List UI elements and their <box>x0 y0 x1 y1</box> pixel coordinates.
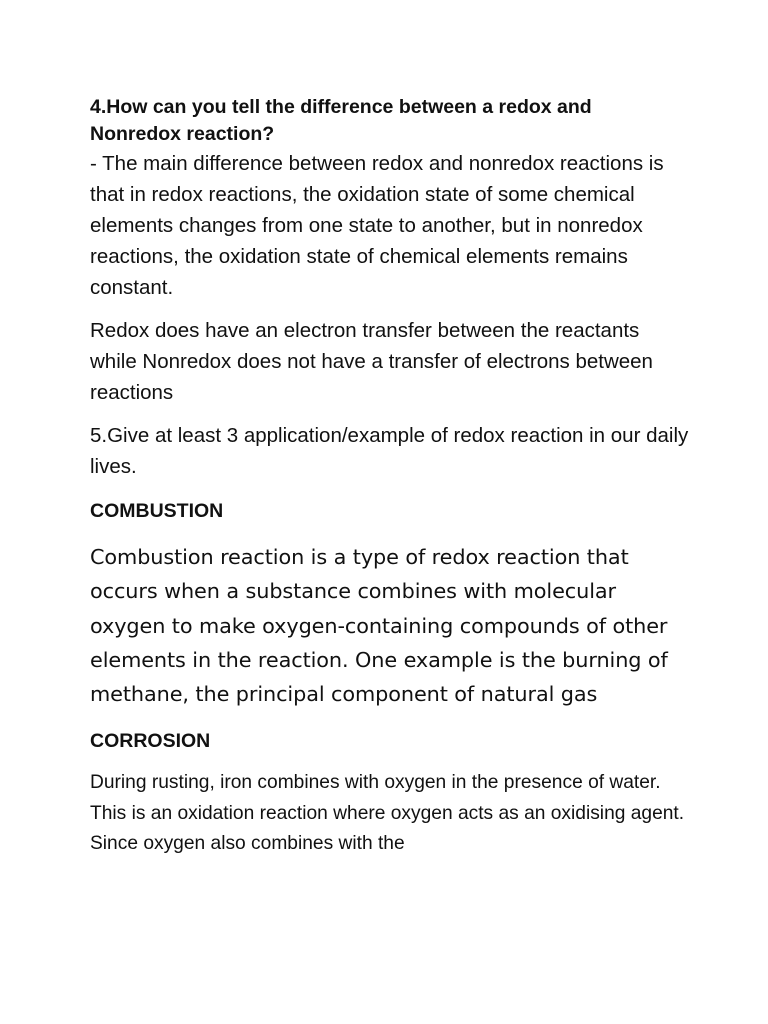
corrosion-paragraph: During rusting, iron combines with oxygen in the presence of water. This is an oxidation reaction where oxygen acts as an oxidising agent. Since oxygen also combines with the <box>90 772 685 855</box>
question-4-heading <box>90 94 690 148</box>
question-4-answer: - The main difference between redox and nonredox reactions is that in redox reactions, the oxidation state of some chemical elements changes from one state to another, but in nonredox reactions, the oxidation state of chemical elements remains constant. <box>90 152 664 299</box>
electron-transfer-paragraph: Redox does have an electron transfer between the reactants while Nonredox does not have a transfer of electrons between reactions <box>90 319 653 404</box>
corrosion-heading: CORROSION <box>90 730 211 753</box>
document-page <box>90 94 690 860</box>
question-5-text: 5.Give at least 3 application/example of redox reaction in our daily lives. <box>90 424 689 478</box>
combustion-paragraph: Combustion reaction is a type of redox reaction that occurs when a substance combines with molecular oxygen to make oxygen-containing compounds of other elements in the reaction. One example is the burning of methane, the principal component of natural gas <box>90 545 668 707</box>
combustion-heading: COMBUSTION <box>90 500 224 522</box>
question-4-heading-line1: 4.How can you tell the difference between a redox and <box>90 96 592 118</box>
question-4-heading-line2: Nonredox reaction? <box>90 123 275 145</box>
